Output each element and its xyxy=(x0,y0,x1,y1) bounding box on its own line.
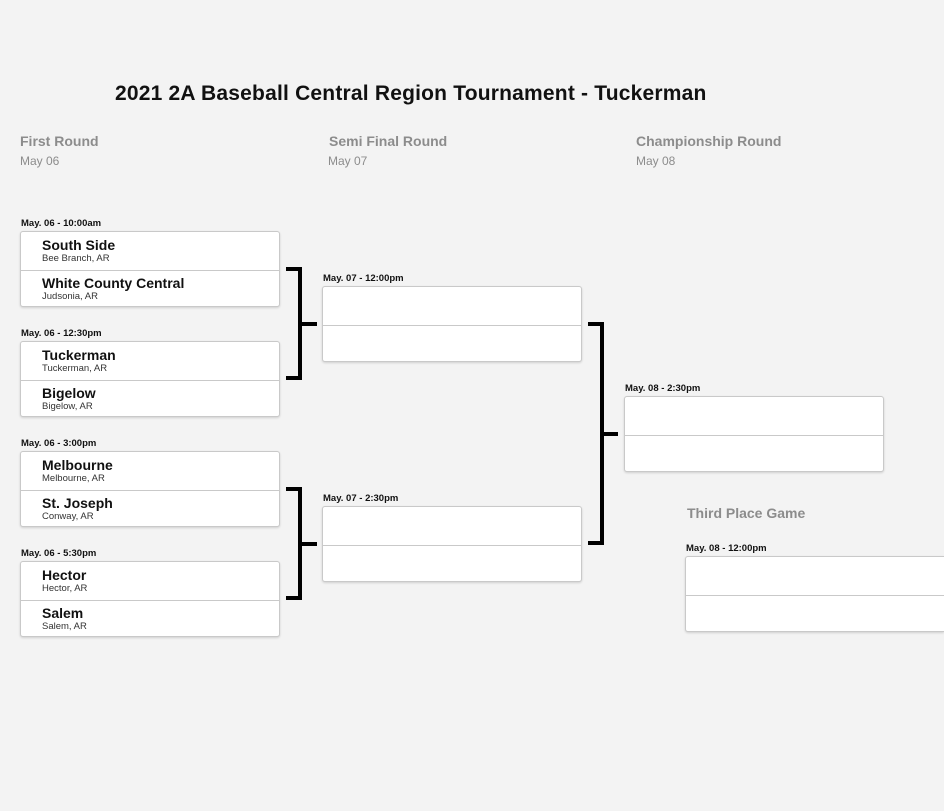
game-card[interactable] xyxy=(20,341,280,417)
team-location: Bigelow, AR xyxy=(42,401,93,412)
team-name: Melbourne xyxy=(42,457,113,473)
game-time: May. 08 - 2:30pm xyxy=(625,383,701,394)
round-semi-date: May 07 xyxy=(328,154,368,168)
team-name: Bigelow xyxy=(42,385,96,401)
team-slot[interactable] xyxy=(625,435,883,473)
team-slot[interactable] xyxy=(21,232,279,271)
round-championship-date: May 08 xyxy=(636,154,676,168)
bracket-connector xyxy=(302,322,317,326)
game-card[interactable] xyxy=(322,506,582,582)
game-card[interactable] xyxy=(322,286,582,362)
team-name: White County Central xyxy=(42,275,185,291)
team-slot[interactable] xyxy=(323,545,581,583)
game-card[interactable] xyxy=(685,556,944,632)
game-card[interactable] xyxy=(20,231,280,307)
team-location: Melbourne, AR xyxy=(42,473,105,484)
team-slot[interactable] xyxy=(21,452,279,491)
game-time: May. 08 - 12:00pm xyxy=(686,543,767,554)
team-slot[interactable] xyxy=(21,380,279,418)
round-first-name: First Round xyxy=(20,133,99,149)
team-slot[interactable] xyxy=(323,287,581,326)
team-slot[interactable] xyxy=(21,600,279,638)
game-time: May. 07 - 2:30pm xyxy=(323,493,399,504)
team-slot[interactable] xyxy=(21,342,279,381)
team-name: St. Joseph xyxy=(42,495,113,511)
team-slot[interactable] xyxy=(323,507,581,546)
team-slot[interactable] xyxy=(323,325,581,363)
game-card[interactable] xyxy=(20,451,280,527)
team-location: Judsonia, AR xyxy=(42,291,98,302)
round-championship-name: Championship Round xyxy=(636,133,782,149)
game-time: May. 06 - 12:30pm xyxy=(21,328,102,339)
team-slot[interactable] xyxy=(21,490,279,528)
bracket-connector xyxy=(604,432,618,436)
team-slot[interactable] xyxy=(686,595,944,633)
team-name: Hector xyxy=(42,567,87,583)
bracket-connector xyxy=(302,542,317,546)
bracket-connector xyxy=(286,267,302,380)
game-time: May. 06 - 5:30pm xyxy=(21,548,97,559)
team-slot[interactable] xyxy=(686,557,944,596)
game-time: May. 06 - 10:00am xyxy=(21,218,102,229)
team-location: Salem, AR xyxy=(42,621,87,632)
team-slot[interactable] xyxy=(21,270,279,308)
team-location: Hector, AR xyxy=(42,583,88,594)
team-slot[interactable] xyxy=(625,397,883,436)
round-semi-name: Semi Final Round xyxy=(329,133,448,149)
game-time: May. 07 - 12:00pm xyxy=(323,273,404,284)
team-slot[interactable] xyxy=(21,562,279,601)
team-location: Bee Branch, AR xyxy=(42,253,110,264)
team-name: Tuckerman xyxy=(42,347,116,363)
team-name: South Side xyxy=(42,237,116,253)
bracket-connector xyxy=(588,322,604,545)
team-name: Salem xyxy=(42,605,84,621)
third-place-label: Third Place Game xyxy=(687,505,806,521)
game-card[interactable] xyxy=(20,561,280,637)
team-location: Tuckerman, AR xyxy=(42,363,108,374)
bracket-connector xyxy=(286,487,302,600)
game-card[interactable] xyxy=(624,396,884,472)
team-location: Conway, AR xyxy=(42,511,94,522)
game-time: May. 06 - 3:00pm xyxy=(21,438,97,449)
page-title: 2021 2A Baseball Central Region Tournament - Tuckerman xyxy=(115,82,707,105)
round-first-date: May 06 xyxy=(20,154,60,168)
